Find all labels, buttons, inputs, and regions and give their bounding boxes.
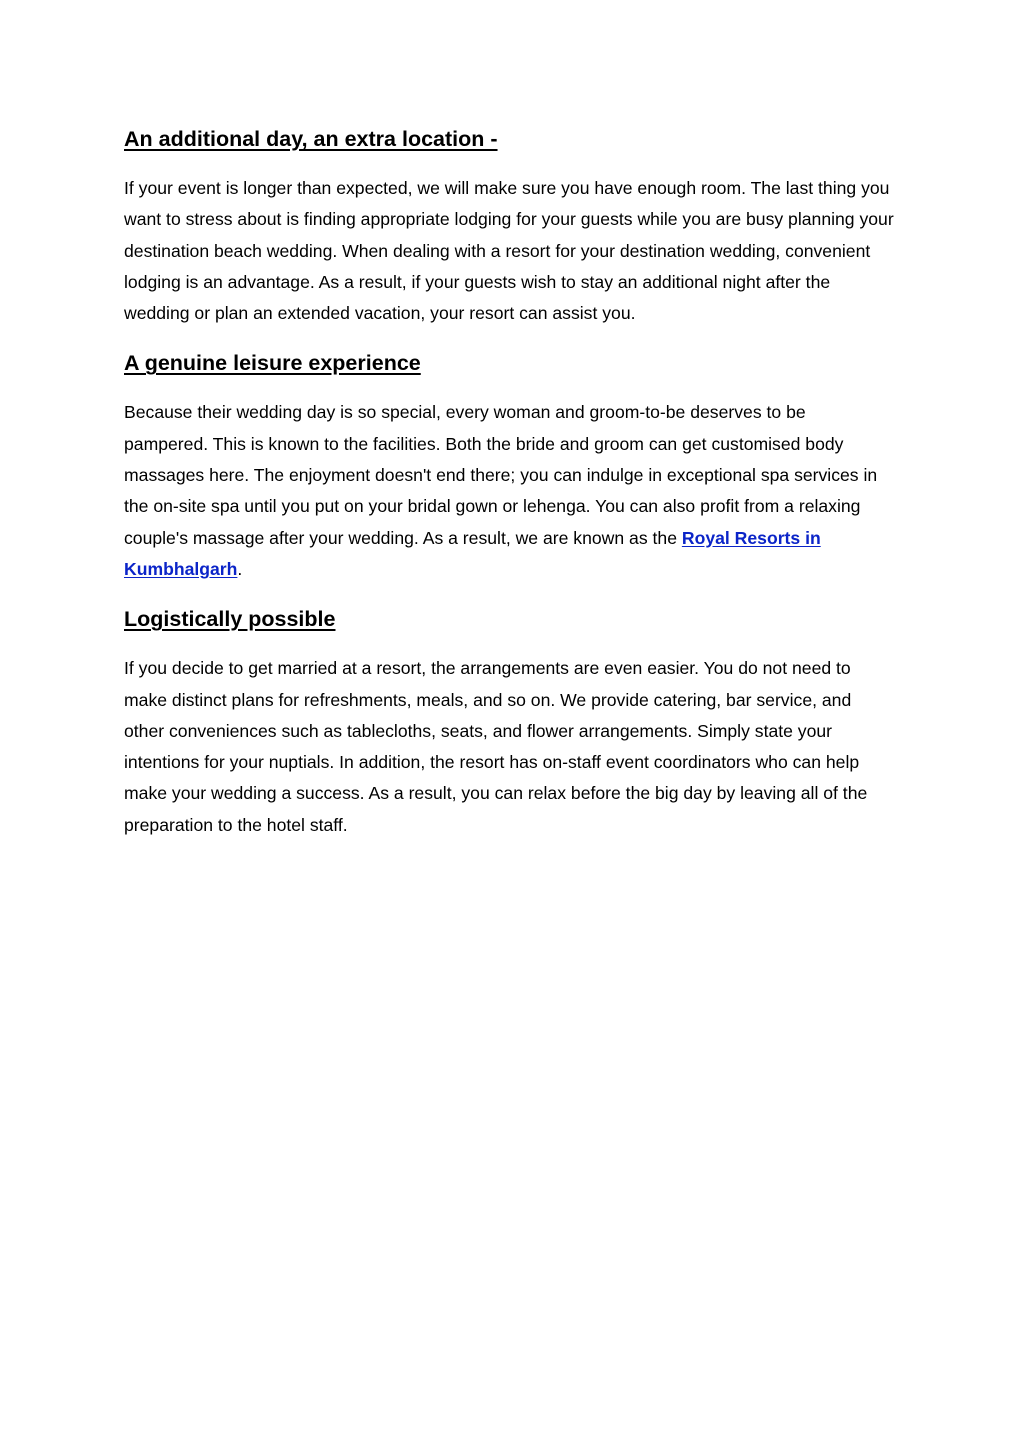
section-leisure-experience <box>124 346 894 585</box>
section-heading: A genuine leisure experience <box>124 351 421 376</box>
section-paragraph: If your event is longer than expected, we will make sure you have enough room. The last thing you want to stress about is finding appropriate lodging for your guests while you are busy planning your destination beach wedding. When dealing with a resort for your destination wedding, convenient lodging is an advantage. As a result, if your guests wish to stay an additional night after the wedding or plan an extended vacation, your resort can assist you. <box>124 178 894 324</box>
section-paragraph: If you decide to get married at a resort, the arrangements are even easier. You do not need to make distinct plans for refreshments, meals, and so on. We provide catering, bar service, and other conveniences such as tablecloths, seats, and flower arrangements. Simply state your intentions for your nuptials. In addition, the resort has on-staff event coordinators who can help make your wedding a success. As a result, you can relax before the big day by leaving all of the preparation to the hotel staff. <box>124 658 868 835</box>
section-logistics <box>124 602 894 841</box>
paragraph-text: Because their wedding day is so special, every woman and groom-to-be deserves to be pampered. This is known to the facilities. Both the bride and groom can get customised body massages here. The enjoyment doesn't end there; you can indulge in exceptional spa services in the on-site spa until you put on your bridal gown or lehenga. You can also profit from a relaxing couple's massage after your wedding. As a result, we are known as the <box>124 402 878 548</box>
paragraph-text-end: . <box>237 558 243 579</box>
royal-resorts-link[interactable]: Royal Resorts in Kumbhalgarh <box>124 527 821 579</box>
document-page <box>124 122 894 858</box>
section-paragraph <box>124 397 894 585</box>
section-additional-day <box>124 122 894 329</box>
section-heading: An additional day, an extra location - <box>124 127 498 151</box>
section-heading: Logistically possible <box>124 607 336 632</box>
